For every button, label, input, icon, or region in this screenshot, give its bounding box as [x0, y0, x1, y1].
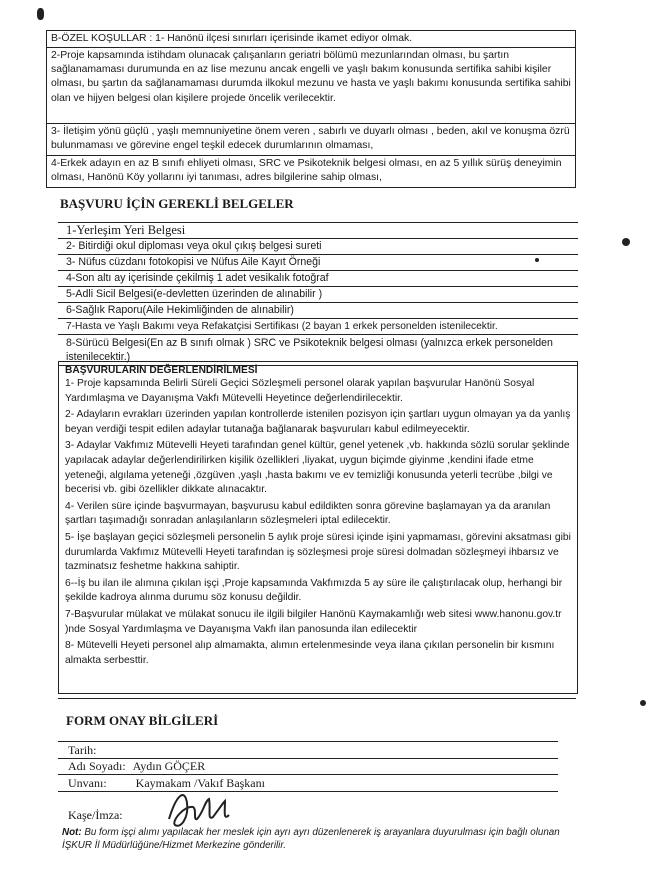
- form-approval-section: [58, 698, 576, 829]
- scan-speck: [640, 700, 646, 706]
- document-item: 3- Nüfus cüzdanı fotokopisi ve Nüfus Aile Kayıt Örneği: [58, 255, 578, 271]
- document-item: 7-Hasta ve Yaşlı Bakımı veya Refakatçisi Sertifikası (2 bayan 1 erkek personelden istenilecektir.: [58, 319, 578, 335]
- document-item: 8-Sürücü Belgesi(En az B sınıfı olmak ) SRC ve Psikoteknik belgesi olması (yalnızca erkek personelden istenilecektir.): [58, 335, 578, 366]
- note-prefix: Not:: [62, 827, 82, 838]
- special-conditions-table: [46, 30, 576, 188]
- scan-speck: [622, 238, 630, 246]
- name-value: Aydın GÖÇER: [132, 759, 206, 773]
- document-item: 6-Sağlık Raporu(Aile Hekimliğinden de alınabilir): [58, 303, 578, 319]
- evaluation-item: 4- Verilen süre içinde başvurmayan, başvurusu kabul edildikten sonra görevine başlamayan ya da aranılan şartları taşımadığı sonradan anlaşılanların sözleşmeleri iptal edilecektir.: [65, 500, 551, 527]
- evaluation-item: 2- Adayların evrakları üzerinden yapılan kontrollerde istenilen pozisyon için şartları uygun olmayan ya da yanlış beyan verdiği tespit edilen adaylar tutanağa bağlanarak başvuruları kabul edilmeyecektir.: [65, 409, 571, 435]
- document-item: 4-Son altı ay içerisinde çekilmiş 1 adet vesikalık fotoğraf: [58, 271, 578, 287]
- title-row: [58, 775, 558, 792]
- special-condition-row: 4-Erkek adayın en az B sınıfı ehliyeti olması, SRC ve Psikoteknik belgesi olması, en az 5 yıllık sürüş deneyimin olması, Hanönü Köy yollarını iyi tanıması, adres bilgilerine sahip olması,: [47, 155, 575, 188]
- document-item: 5-Adli Sicil Belgesi(e-devletten üzerinden de alınabilir ): [58, 287, 578, 303]
- special-condition-row: 3- İletişim yönü güçlü , yaşlı memnuniyetine önem veren , sabırlı ve duyarlı olması , beden, akıl ve konuşma özrü bulunmaması ve görevine engel teşkil edecek durumlarının olmaması,: [47, 123, 575, 155]
- special-condition-row: B-ÖZEL KOŞULLAR : 1- Hanönü ilçesi sınırları içerisinde ikamet ediyor olmak.: [47, 30, 575, 47]
- date-row: [58, 741, 558, 759]
- evaluation-title: BAŞVURULARIN DEĞERLENDİRİLMESİ: [65, 365, 258, 376]
- title-value: Kaymakam /Vakıf Başkanı: [135, 776, 265, 790]
- evaluation-item: 6--İş bu ilan ile alımına çıkılan işçi ,Proje kapsamında Vakfımızda 5 ay süre ile çalıştırılacak olup, herhangi bir şekilde kadroya alınma durumu söz konusu değildir.: [65, 577, 563, 604]
- date-label: Tarih:: [68, 743, 97, 757]
- name-label: Adı Soyadı:: [68, 759, 126, 773]
- sign-row: [58, 807, 558, 823]
- documents-list: [58, 222, 578, 366]
- footer-note: [62, 826, 592, 852]
- document-item: 1-Yerleşim Yeri Belgesi: [58, 222, 578, 239]
- title-label: Unvanı:: [68, 776, 107, 790]
- form-title: FORM ONAY BİLGİLERİ: [66, 713, 219, 728]
- name-row: [58, 758, 558, 775]
- evaluation-item: 7-Başvurular mülakat ve mülakat sonucu ile ilgili bilgiler Hanönü Kaymakamlığı web sitesi www.hanonu.gov.tr )nde Sosyal Yardımlaşma ve Dayanışma Vakfı ilan panosunda ilan edilecektir: [65, 608, 562, 635]
- evaluation-section: [58, 361, 578, 694]
- scan-speck: [37, 8, 44, 20]
- evaluation-item: 1- Proje kapsamında Belirli Süreli Geçici Sözleşmeli personel olarak yapılan başvurular Hanönü Sosyal Yardımlaşma ve Dayanışma Vakfı Mütevelli Heyetince değerlendirilecektir.: [65, 378, 535, 404]
- documents-title: BAŞVURU İÇİN GEREKLİ BELGELER: [60, 196, 294, 211]
- evaluation-item: 8- Mütevelli Heyeti personel alıp almamakta, alımın ertelenmesinde veya ilana çıkılan personelin bir kısmını almakta serbesttir.: [65, 640, 555, 666]
- document-item: 2- Bitirdiği okul diploması veya okul çıkış belgesi sureti: [58, 239, 578, 255]
- note-text: Bu form işçi alımı yapılacak her meslek için ayrı ayrı düzenlenerek iş arayanlara duyurulması için bağlı olunan İŞKUR İl Müdürlüğüne/Hizmet Merkezine gönderilir.: [62, 827, 560, 851]
- evaluation-item: 3- Adaylar Vakfımız Mütevelli Heyeti tarafından genel kültür, genel yetenek ,vb. hakkında sözlü sorular şeklinde yapılacak adaylar değerlendirilirken kişilik özellikleri ,liyakat, uygun biçimde giyinme ,kendini ifade etme yeteneği, algılama yeteneği ,özgüven ,yaşlı ,hasta bakımı ve ev temizliği konusunda yeterli tecrübe ,bilgi ve becerisi vb. gibi özellikler dikkate alınacaktır.: [65, 440, 570, 496]
- sign-label: Kaşe/İmza:: [68, 808, 123, 822]
- special-condition-row: 2-Proje kapsamında istihdam olunacak çalışanların geriatri bölümü mezunlarından olması, bu şartın sağlanamaması durumunda en az lise mezunu ancak engelli ve yaşlı bakım konusunda sertifika sahibi kişiler olması, bu şartın da sağlanamaması durumda ilkokul mezunu ve hasta ve yaşlı bakımı konusunda sertifika sahibi olan ve hijyen belgesi olan kişilere projede öncelik verilecektir.: [47, 47, 575, 123]
- evaluation-item: 5- İşe başlayan geçici sözleşmeli personelin 5 aylık proje süresi içinde işini yapmaması, görevini aksatması gibi durumlarda Vakfımız Mütevelli Heyeti tarafından iş sözleşmesi proje süresi dolmadan sözleşmeyi ihbarsız ve tazminatsız feshetme hakkına sahiptir.: [65, 531, 571, 573]
